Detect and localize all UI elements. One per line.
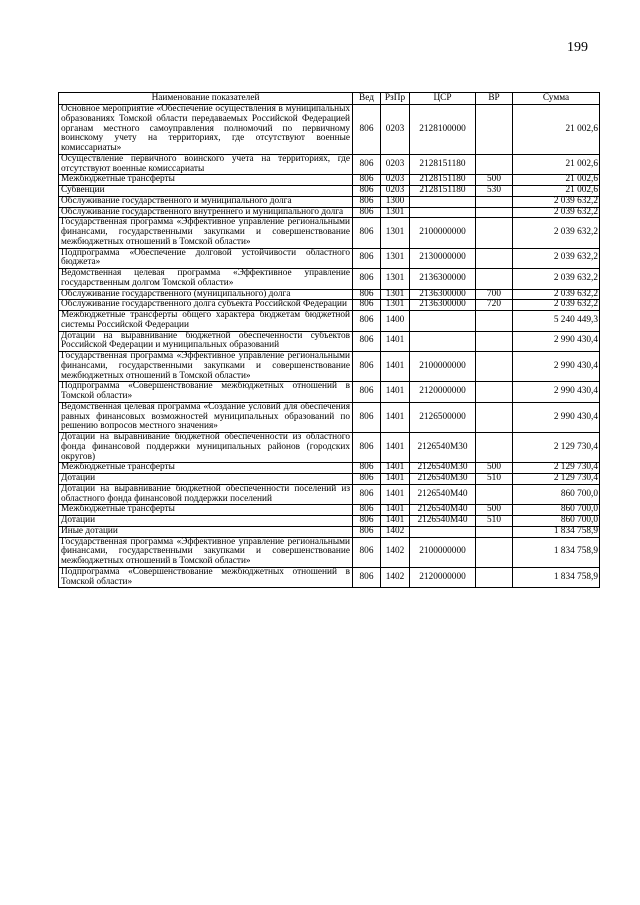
row-rzpr: 1401 [381,474,410,485]
row-vr: 720 [476,300,513,311]
row-name: Обслуживание государственного внутреннего и муниципального долга [59,207,353,218]
table-row [59,526,600,537]
row-sum: 2 129 730,4 [513,463,600,474]
row-csr: 2136300000 [410,269,476,290]
row-csr: 2126540М30 [410,433,476,463]
row-rzpr: 1401 [381,516,410,527]
header-rzpr: РзПр [381,93,410,105]
row-ved: 806 [353,331,381,352]
row-ved: 806 [353,433,381,463]
table-row [59,105,600,155]
row-ved: 806 [353,300,381,311]
row-name: Осуществление первичного воинского учета на территориях, где отсутствуют военные комиссариаты [59,154,353,175]
row-name: Субвенции [59,186,353,197]
row-rzpr: 1301 [381,300,410,311]
row-csr: 2136300000 [410,289,476,300]
row-vr [476,105,513,155]
row-rzpr: 1401 [381,463,410,474]
row-csr [410,196,476,207]
row-csr [410,207,476,218]
row-sum: 21 002,6 [513,154,600,175]
row-name: Обслуживание государственного (муниципального) долга [59,289,353,300]
row-rzpr: 1401 [381,382,410,403]
table-row [59,300,600,311]
row-name: Обслуживание государственного долга субъекта Российской Федерации [59,300,353,311]
table-row [59,186,600,197]
row-rzpr: 1401 [381,433,410,463]
table-row [59,352,600,382]
row-csr: 2130000000 [410,248,476,269]
row-ved: 806 [353,311,381,332]
table-row [59,505,600,516]
row-rzpr: 1401 [381,484,410,505]
row-ved: 806 [353,567,381,588]
row-vr [476,311,513,332]
row-vr [476,382,513,403]
row-name: Государственная программа «Эффективное управление региональными финансами, государственными закупками и совершенствование межбюджетных отношений в Томской области» [59,352,353,382]
table-row [59,175,600,186]
row-sum: 2 039 632,2 [513,289,600,300]
row-csr [410,526,476,537]
row-rzpr: 0203 [381,186,410,197]
row-name: Подпрограмма «Совершенствование межбюджетных отношений в Томской области» [59,567,353,588]
row-vr [476,402,513,432]
row-csr: 2128100000 [410,105,476,155]
row-ved: 806 [353,352,381,382]
row-rzpr: 1301 [381,218,410,248]
row-sum: 2 039 632,2 [513,207,600,218]
row-name: Государственная программа «Эффективное управление региональными финансами, государственными закупками и совершенствование межбюджетных отношений в Томской области» [59,218,353,248]
row-csr: 2126540М30 [410,474,476,485]
row-vr: 500 [476,505,513,516]
row-vr [476,484,513,505]
row-ved: 806 [353,218,381,248]
row-name: Дотации на выравнивание бюджетной обеспеченности субъектов Российской Федерации и муниципальных образований [59,331,353,352]
row-csr: 2126540М40 [410,505,476,516]
row-ved: 806 [353,269,381,290]
row-csr: 2128151180 [410,154,476,175]
row-sum: 2 039 632,2 [513,218,600,248]
row-vr [476,154,513,175]
row-sum: 1 834 758,9 [513,526,600,537]
table-row [59,248,600,269]
row-sum: 1 834 758,9 [513,567,600,588]
row-sum: 2 990 430,4 [513,402,600,432]
row-sum: 1 834 758,9 [513,537,600,567]
row-csr: 2128151180 [410,186,476,197]
row-ved: 806 [353,248,381,269]
row-sum: 2 129 730,4 [513,433,600,463]
row-name: Иные дотации [59,526,353,537]
row-csr: 2128151180 [410,175,476,186]
row-ved: 806 [353,516,381,527]
row-vr: 700 [476,289,513,300]
row-rzpr: 1301 [381,289,410,300]
row-sum: 2 039 632,2 [513,300,600,311]
row-ved: 806 [353,186,381,197]
row-name: Дотации на выравнивание бюджетной обеспеченности поселений из областного фонда финансовой поддержки поселений [59,484,353,505]
table-row [59,196,600,207]
row-rzpr: 1401 [381,352,410,382]
row-name: Ведомственная целевая программа «Создание условий для обеспечения равных финансовых возможностей муниципальных образований по решению вопросов местного значения» [59,402,353,432]
row-vr [476,433,513,463]
row-sum: 860 700,0 [513,484,600,505]
row-sum: 860 700,0 [513,516,600,527]
row-name: Подпрограмма «Обеспечение долговой устойчивости областного бюджета» [59,248,353,269]
row-ved: 806 [353,175,381,186]
table-row [59,516,600,527]
row-csr: 2126540М40 [410,484,476,505]
row-ved: 806 [353,154,381,175]
row-sum: 2 039 632,2 [513,248,600,269]
row-sum: 2 039 632,2 [513,269,600,290]
row-ved: 806 [353,289,381,300]
row-ved: 806 [353,505,381,516]
row-name: Межбюджетные трансферты общего характера бюджетам бюджетной системы Российской Федерации [59,311,353,332]
table-row [59,154,600,175]
row-sum: 2 990 430,4 [513,352,600,382]
row-name: Дотации [59,474,353,485]
row-rzpr: 1401 [381,331,410,352]
table-header-row [59,93,600,105]
table-row [59,537,600,567]
row-vr [476,537,513,567]
header-name: Наименование показателей [59,93,353,105]
row-vr: 500 [476,175,513,186]
row-sum: 21 002,6 [513,105,600,155]
row-rzpr: 0203 [381,154,410,175]
row-name: Обслуживание государственного и муниципального долга [59,196,353,207]
row-csr: 2120000000 [410,382,476,403]
row-rzpr: 1401 [381,505,410,516]
row-ved: 806 [353,105,381,155]
row-rzpr: 0203 [381,175,410,186]
table-row [59,311,600,332]
row-sum: 2 990 430,4 [513,382,600,403]
page-number: 199 [567,40,588,55]
table-row [59,484,600,505]
row-csr: 2100000000 [410,218,476,248]
row-sum: 5 240 449,3 [513,311,600,332]
row-csr: 2126540М30 [410,463,476,474]
table-row [59,433,600,463]
row-rzpr: 1400 [381,311,410,332]
row-vr [476,269,513,290]
row-vr [476,196,513,207]
row-sum: 2 039 632,2 [513,196,600,207]
row-rzpr: 1401 [381,402,410,432]
table-row [59,474,600,485]
budget-table [58,92,600,588]
row-sum: 860 700,0 [513,505,600,516]
row-vr: 500 [476,463,513,474]
row-vr: 510 [476,516,513,527]
row-ved: 806 [353,402,381,432]
table-row [59,402,600,432]
row-name: Ведомственная целевая программа «Эффективное управление государственным долгом Томской области» [59,269,353,290]
row-name: Межбюджетные трансферты [59,175,353,186]
row-name: Межбюджетные трансферты [59,463,353,474]
row-csr: 2136300000 [410,300,476,311]
row-rzpr: 1301 [381,248,410,269]
row-vr [476,526,513,537]
row-csr: 2100000000 [410,537,476,567]
table-row [59,567,600,588]
row-ved: 806 [353,463,381,474]
row-sum: 2 990 430,4 [513,331,600,352]
row-ved: 806 [353,484,381,505]
row-ved: 806 [353,382,381,403]
row-sum: 2 129 730,4 [513,474,600,485]
row-name: Межбюджетные трансферты [59,505,353,516]
row-vr [476,567,513,588]
row-rzpr: 1402 [381,537,410,567]
row-csr: 2126500000 [410,402,476,432]
table-row [59,331,600,352]
header-sum: Сумма [513,93,600,105]
row-name: Государственная программа «Эффективное управление региональными финансами, государственными закупками и совершенствование межбюджетных отношений в Томской области» [59,537,353,567]
row-rzpr: 1300 [381,196,410,207]
table-row [59,463,600,474]
row-vr [476,207,513,218]
table-row [59,382,600,403]
row-vr: 510 [476,474,513,485]
row-rzpr: 0203 [381,105,410,155]
row-ved: 806 [353,196,381,207]
row-ved: 806 [353,474,381,485]
table-body [59,105,600,588]
row-name: Дотации на выравнивание бюджетной обеспеченности из областного фонда финансовой поддержки муниципальных районов (городских округов) [59,433,353,463]
row-sum: 21 002,6 [513,186,600,197]
table-row [59,218,600,248]
row-vr: 530 [476,186,513,197]
header-vr: ВР [476,93,513,105]
row-name: Основное мероприятие «Обеспечение осуществления в муниципальных образованиях Томской области передаваемых Российской Федерацией органам местного самоуправления полномочий по первичному воинскому учету на территориях, где отсутствуют военные комиссариаты» [59,105,353,155]
row-name: Дотации [59,516,353,527]
row-csr: 2100000000 [410,352,476,382]
row-vr [476,352,513,382]
row-sum: 21 002,6 [513,175,600,186]
row-csr: 2120000000 [410,567,476,588]
row-name: Подпрограмма «Совершенствование межбюджетных отношений в Томской области» [59,382,353,403]
header-csr: ЦСР [410,93,476,105]
row-ved: 806 [353,526,381,537]
header-ved: Вед [353,93,381,105]
row-rzpr: 1301 [381,269,410,290]
row-vr [476,218,513,248]
row-rzpr: 1402 [381,526,410,537]
table-row [59,269,600,290]
row-vr [476,248,513,269]
row-csr: 2126540М40 [410,516,476,527]
row-csr [410,311,476,332]
row-vr [476,331,513,352]
row-rzpr: 1402 [381,567,410,588]
row-csr [410,331,476,352]
row-rzpr: 1301 [381,207,410,218]
row-ved: 806 [353,207,381,218]
row-ved: 806 [353,537,381,567]
